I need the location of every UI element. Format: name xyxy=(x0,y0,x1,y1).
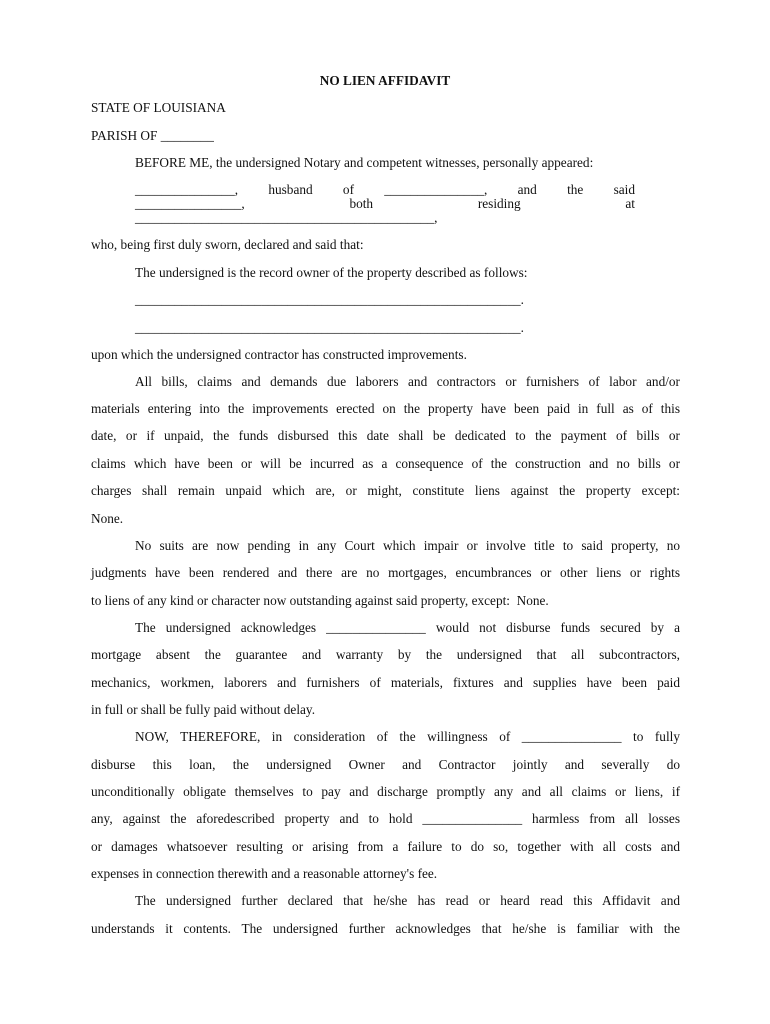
paragraph-bills-line: charges shall remain unpaid which are, or might, constitute liens against the property except: xyxy=(91,483,680,498)
paragraph-bills-line: All bills, claims and demands due laborers and contractors or furnishers of labor and/or xyxy=(135,374,680,389)
paragraph-declared-line: The undersigned further declared that he/she has read or heard read this Affidavit and xyxy=(135,893,680,908)
appearer-blank: ________________, xyxy=(135,196,245,211)
paragraph-acknowledges-line: mortgage absent the guarantee and warranty by the undersigned that all subcontractors, xyxy=(91,647,680,662)
sworn-line: who, being first duly sworn, declared and said that: xyxy=(91,237,364,252)
spouse-blank: _______________, xyxy=(384,182,488,197)
owner-line: The undersigned is the record owner of the property described as follows: xyxy=(135,265,528,280)
property-blank-1: __________________________________________________________. xyxy=(135,292,524,307)
upon-line: upon which the undersigned contractor has constructed improvements. xyxy=(91,347,467,362)
paragraph-bills-line: claims which have been or will be incurred as a consequence of the construction and no bills or xyxy=(91,456,680,471)
row-word: husband xyxy=(268,182,313,197)
paragraph-acknowledges-line: in full or shall be fully paid without delay. xyxy=(91,702,316,717)
paragraph-therefore-line: NOW, THEREFORE, in consideration of the willingness of _______________ to fully xyxy=(135,729,680,744)
paragraph-acknowledges-line: mechanics, workmen, laborers and furnishers of materials, fixtures and supplies have been paid xyxy=(91,675,680,690)
row-word: said xyxy=(613,182,635,197)
paragraph-therefore-line: any, against the aforedescribed property and to hold _______________ harmless from all losses xyxy=(91,811,680,826)
row-word: both xyxy=(349,196,374,211)
paragraph-therefore-line: disburse this loan, the undersigned Owner and Contractor jointly and severally do xyxy=(91,757,680,772)
paragraph-suits-line: judgments have been rendered and there are no mortgages, encumbrances or other liens or rights xyxy=(91,565,680,580)
row-word: at xyxy=(625,196,635,211)
paragraph-declared-line: understands it contents. The undersigned further acknowledges that he/she is familiar with the xyxy=(91,921,680,936)
property-blank-2: __________________________________________________________. xyxy=(135,320,524,335)
state-line: STATE OF LOUISIANA xyxy=(91,100,226,115)
row-word: the xyxy=(567,182,584,197)
paragraph-bills-line: date, or if unpaid, the funds disbursed this date shall be dedicated to the payment of bills or xyxy=(91,428,680,443)
document-title: NO LIEN AFFIDAVIT xyxy=(319,73,451,88)
row-word: and xyxy=(517,182,537,197)
paragraph-therefore-line: expenses in connection therewith and a reasonable attorney's fee. xyxy=(91,866,438,881)
row-word: residing xyxy=(477,196,521,211)
parish-line: PARISH OF ________ xyxy=(91,128,214,143)
paragraph-bills-line: None. xyxy=(91,511,124,526)
paragraph-therefore-line: unconditionally obligate themselves to pay and discharge promptly any and all claims or liens, if xyxy=(91,784,680,799)
row-word: of xyxy=(342,182,354,197)
paragraph-acknowledges-line: The undersigned acknowledges _______________ would not disburse funds secured by a xyxy=(135,620,680,635)
paragraph-suits-line: to liens of any kind or character now outstanding against said property, except: None. xyxy=(91,593,549,608)
paragraph-therefore-line: or damages whatsoever resulting or arising from a failure to do so, together with all costs and xyxy=(91,839,680,854)
paragraph-suits-line: No suits are now pending in any Court which impair or involve title to said property, no xyxy=(135,538,680,553)
appearer-blank: _______________, xyxy=(135,182,239,197)
address-blank: _____________________________________________, xyxy=(135,210,438,225)
paragraph-bills-line: materials entering into the improvements erected on the property have been paid in full as of this xyxy=(91,401,680,416)
before-me-line: BEFORE ME, the undersigned Notary and competent witnesses, personally appeared: xyxy=(135,155,594,170)
